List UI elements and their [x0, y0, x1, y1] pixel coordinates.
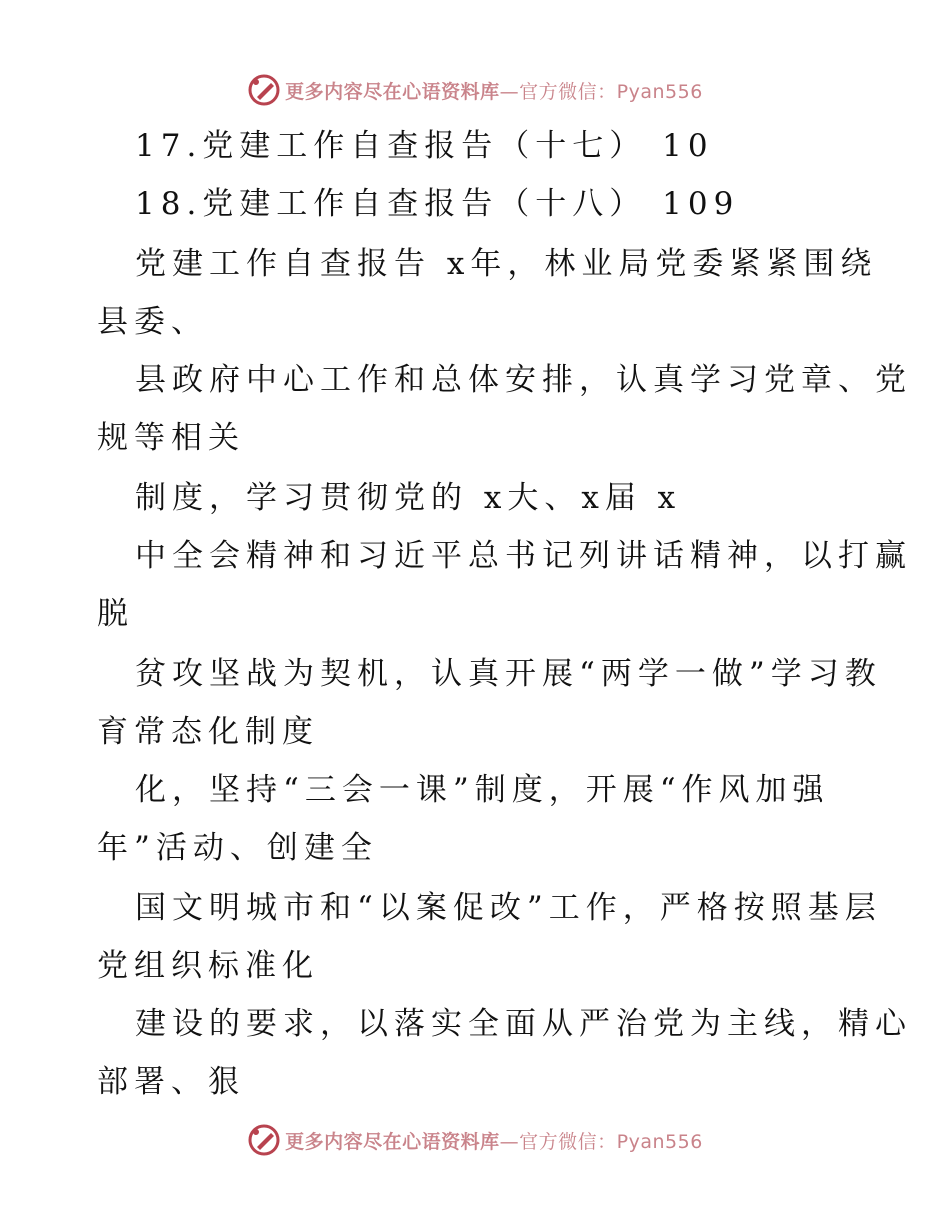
paragraph-line: 脱 [97, 596, 134, 632]
paragraph-line: 中全会精神和习近平总书记列讲话精神，以打赢 [135, 538, 912, 574]
watermark-text: 更多内容尽在心语资料库—官方微信：Pyan556 [285, 80, 703, 103]
pen-seal-icon [247, 1123, 281, 1157]
paragraph-line: 育常态化制度 [97, 714, 319, 750]
paragraph-line: 部署、狠 [97, 1064, 245, 1100]
paragraph-line: 县政府中心工作和总体安排，认真学习党章、党 [135, 362, 912, 398]
toc-line-18: 18.党建工作自查报告（十八） 109 [135, 186, 740, 222]
toc-line-17: 17.党建工作自查报告（十七） 10 [135, 128, 714, 164]
paragraph-line: 制度，学习贯彻党的 x大、x届 x [135, 480, 682, 516]
paragraph-line: 党组织标准化 [97, 948, 319, 984]
footer-watermark [0, 1120, 950, 1160]
paragraph-line: 党建工作自查报告 x年，林业局党委紧紧围绕 [135, 246, 878, 282]
paragraph-line: 规等相关 [97, 420, 245, 456]
paragraph-line: 建设的要求，以落实全面从严治党为主线，精心 [135, 1006, 912, 1042]
paragraph-line: 国文明城市和“以案促改”工作，严格按照基层 [135, 890, 882, 926]
paragraph-line: 贫攻坚战为契机，认真开展“两学一做”学习教 [135, 656, 882, 692]
watermark-text: 更多内容尽在心语资料库—官方微信：Pyan556 [285, 1130, 703, 1153]
paragraph-line: 年”活动、创建全 [97, 830, 378, 866]
paragraph-line: 县委、 [97, 304, 208, 340]
paragraph-line: 化，坚持“三会一课”制度，开展“作风加强 [135, 772, 830, 808]
